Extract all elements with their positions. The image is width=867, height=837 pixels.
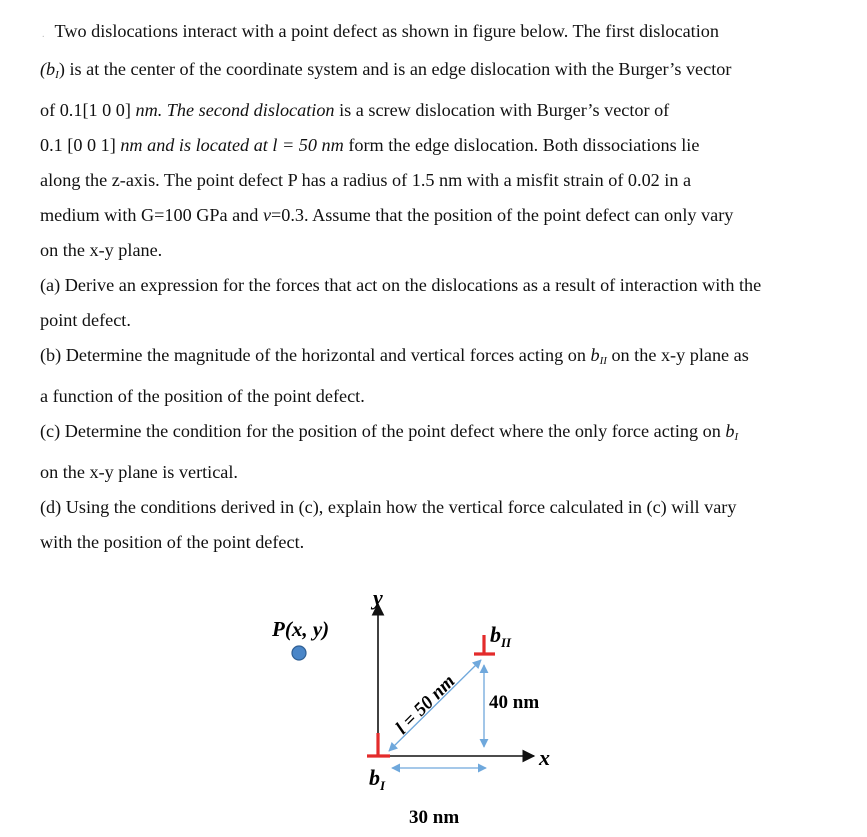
b2-label: $b_{II}$ — [490, 622, 512, 650]
part-d-line-1: (d) Using the conditions derived in (c), explain how the vertical force calculated in (c) will vary — [40, 497, 737, 517]
part-c-line-2: on the x-y plane is vertical. — [40, 462, 238, 482]
x-axis-label: x — [539, 745, 550, 770]
b1-label: $b_I$ — [369, 765, 386, 793]
vertical-dimension-label: 40 nm — [489, 692, 540, 713]
problem-line-1: . Two dislocations interact with a point defect as shown in figure below. The first dislocation — [42, 21, 719, 41]
problem-line-3: of 0.1[1 0 0] nm. The second dislocation is a screw dislocation with Burger’s vector of — [40, 100, 670, 120]
part-c-line-1: (c) Determine the condition for the position of the point defect where the only force acting on $b_I$ — [40, 421, 739, 443]
part-d-line-2: with the position of the point defect. — [40, 532, 305, 552]
point-defect-label: P(x, y) — [272, 617, 330, 641]
problem-line-6: medium with G=100 GPa and v=0.3. Assume that the position of the point defect can only vary — [40, 205, 734, 225]
part-a-line-1: (a) Derive an expression for the forces that act on the dislocations as a result of interaction with the — [40, 275, 762, 295]
diagonal-dimension-label: l = 50 nm — [391, 670, 460, 739]
problem-line-7: on the x-y plane. — [40, 240, 163, 260]
edge-dislocation-symbol — [367, 733, 390, 756]
y-axis-label: y — [373, 585, 383, 610]
part-a-line-2: point defect. — [40, 310, 131, 330]
problem-line-2: $(b_I)$ is at the center of the coordinate system and is an edge dislocation with the Burger’s vector — [40, 59, 732, 81]
part-b-line-2: a function of the position of the point defect. — [40, 386, 365, 406]
problem-line-5: along the z-axis. The point defect P has a radius of 1.5 nm with a misfit strain of 0.02 in a — [40, 170, 692, 190]
part-b-line-1: (b) Determine the magnitude of the horizontal and vertical forces acting on $b_{II}$ on the x-y plane as — [40, 345, 749, 367]
point-defect-marker — [292, 646, 306, 660]
horizontal-dimension-label: 30 nm — [409, 807, 460, 828]
problem-line-4: 0.1 [0 0 1] nm and is located at l = 50 nm form the edge dislocation. Both dissociations lie — [40, 135, 700, 155]
